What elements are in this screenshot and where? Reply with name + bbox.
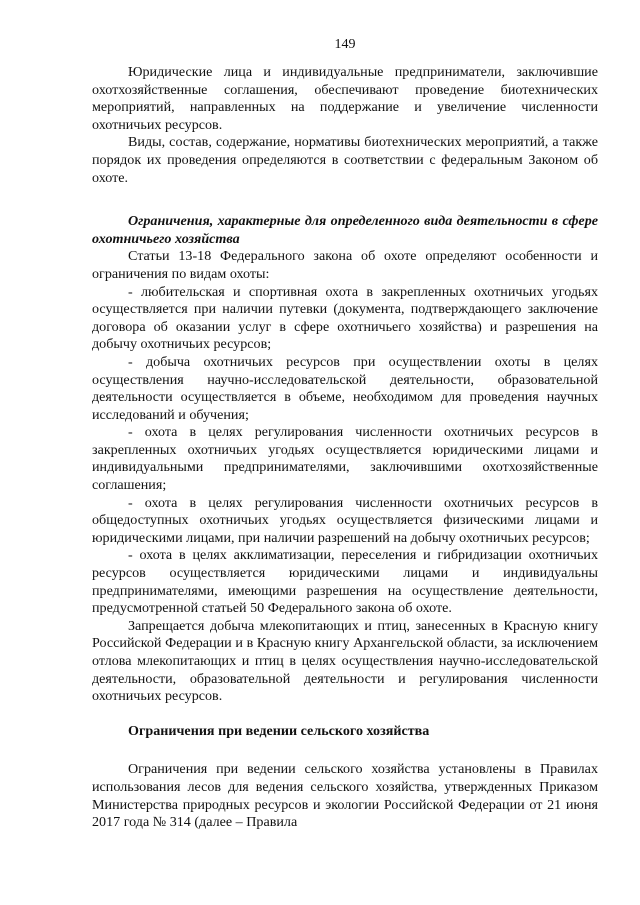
document-body <box>92 64 598 832</box>
paragraph: Запрещается добыча млекопитающих и птиц, занесенных в Красную книгу Российской Федерации и в Красную книгу Архангельской области, за исключением отлова млекопитающих и птиц в целях осуществления научно-исследовательской деятельности, образовательной деятельности и регулирования численности охотничьих ресурсов. <box>92 617 598 705</box>
section-heading-agriculture: Ограничения при ведении сельского хозяйства <box>128 722 430 739</box>
page-number: 149 <box>334 37 356 52</box>
list-item: - охота в целях регулирования численности охотничьих ресурсов в общедоступных охотничьих угодьях осуществляется физическими лицами и юридическими лицами, при наличии разрешений на добычу охотничьих ресурсов; <box>92 494 598 546</box>
list-item: - охота в целях регулирования численности охотничьих ресурсов в закрепленных охотничьих угодьях осуществляется юридическими лицами и индивидуальными предпринимателями, заключившими охотхозяйственные соглашения; <box>92 424 598 494</box>
paragraph: Ограничения при ведении сельского хозяйства установлены в Правилах использования лесов для ведения сельского хозяйства, утвержденных Приказом Министерства природных ресурсов и экологии Российской Федерации от 21 июня 2017 года № 314 (далее – Правила <box>92 761 598 831</box>
spacer <box>92 187 598 213</box>
list-item: - охота в целях акклиматизации, переселения и гибридизации охотничьих ресурсов осуществляется юридическими лицами и индивидуальны предпринимателями, имеющими разрешения на осуществление деятельности, предусмотренной статьей 50 Федерального закона об охоте. <box>92 547 598 617</box>
list-item: - добыча охотничьих ресурсов при осуществлении охоты в целях осуществления научно-исследовательской деятельности, образовательной деятельности осуществляется в объеме, необходимом для проведения научных исследований и обучения; <box>92 353 598 423</box>
paragraph: Виды, состав, содержание, нормативы биотехнических мероприятий, а также порядок их проведения определяются в соответствии с федеральным Законом об охоте. <box>92 134 598 186</box>
document-page <box>92 0 598 905</box>
section-heading-hunting: Ограничения, характерные для определенного вида деятельности в сфере охотничьего хозяйства <box>92 213 598 247</box>
list-item: - любительская и спортивная охота в закрепленных охотничьих угодьях осуществляется при наличии путевки (документа, подтверждающего заключение договора об оказании услуг в сфере охотничьего хозяйства) и разрешения на добычу охотничьих ресурсов; <box>92 283 598 353</box>
spacer <box>92 740 598 761</box>
paragraph: Статьи 13-18 Федерального закона об охоте определяют особенности и ограничения по видам охоты: <box>92 248 598 282</box>
spacer <box>92 706 598 723</box>
paragraph: Юридические лица и индивидуальные предприниматели, заключившие охотхозяйственные соглашения, обеспечивают проведение биотехнических мероприятий, направленных на поддержание и увеличение численности охотничьих ресурсов. <box>92 64 598 133</box>
